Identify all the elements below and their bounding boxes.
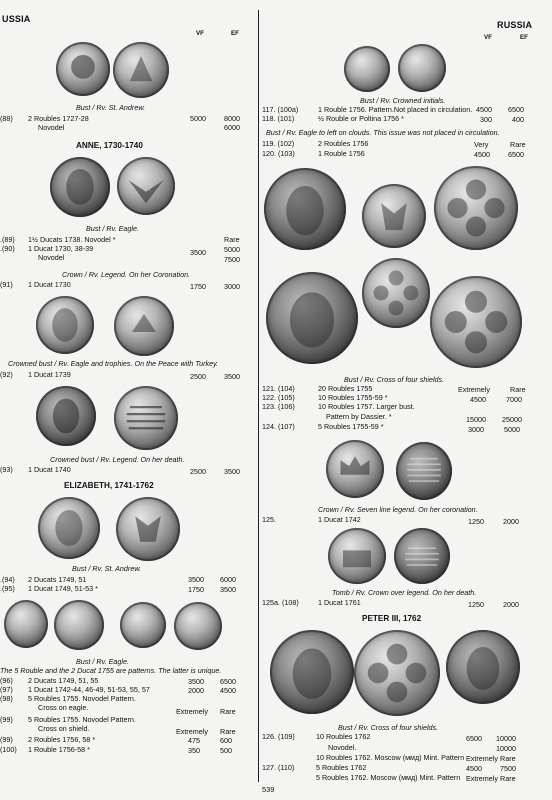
price-ef: 10000 — [496, 734, 516, 743]
catalog-number: (98) — [0, 694, 13, 703]
price-vf: 300 — [480, 115, 492, 124]
coin-image-obverse — [344, 46, 390, 92]
coin-description: 1 Ducat 1742 — [318, 515, 361, 524]
coin-description: 5 Roubles 1762 — [316, 763, 367, 772]
price-ef: Rare — [510, 140, 526, 149]
catalog-number: 125a. (108) — [262, 598, 299, 607]
price-ef: 6500 — [508, 105, 524, 114]
coin-description: 5 Roubles 1755-59 * — [318, 422, 384, 431]
coin-image-obverse — [38, 497, 100, 559]
coin-description: 10 Roubles 1757. Larger bust. — [318, 402, 415, 411]
price-vf: 2500 — [190, 372, 206, 381]
price-vf: 1750 — [190, 282, 206, 291]
coin-image-reverse — [116, 497, 180, 561]
price-vf: 4500 — [466, 764, 482, 773]
price-vf: 3500 — [188, 575, 204, 584]
coin-image-obverse — [266, 272, 358, 364]
catalog-number: (99) — [0, 735, 13, 744]
coin-image-obverse — [326, 440, 384, 498]
price-ef: Rare — [220, 727, 236, 736]
caption: Bust / Rv. Crowned initials. — [360, 96, 446, 105]
coin-description: 1 Rouble 1756 — [318, 149, 365, 158]
left-grade-vf: VF — [196, 30, 204, 37]
catalog-number: 120. (103) — [262, 149, 295, 158]
coin-image-reverse — [362, 184, 426, 248]
price-ef: Rare — [224, 235, 240, 244]
price-ef: 10000 — [496, 744, 516, 753]
left-running-header: USSIA — [2, 14, 31, 24]
coin-description: 1½ Ducats 1738. Novodel * — [28, 235, 116, 244]
price-vf: 3500 — [190, 248, 206, 257]
coin-description: 1 Ducat 1730 — [28, 280, 71, 289]
caption: Bust / Rv. St. Andrew. — [72, 564, 142, 573]
price-ef: 7500 — [500, 764, 516, 773]
coin-description: Novodel. — [328, 743, 357, 752]
coin-image-obverse — [50, 157, 110, 217]
price-vf: 475 — [188, 736, 200, 745]
caption: Bust / Rv. Eagle to left on clouds. This issue was not placed in circulation. — [266, 128, 500, 137]
price-ef: 3500 — [224, 467, 240, 476]
price-vf: 5000 — [190, 114, 206, 123]
coin-image-reverse — [174, 602, 222, 650]
price-ef: 3000 — [224, 282, 240, 291]
catalog-number: 117. (100a) — [262, 105, 299, 114]
coin-description: 1 Ducat 1739 — [28, 370, 71, 379]
coin-description: 5 Roubles 1762. Moscow (ммд) Mint. Pattern — [316, 773, 461, 782]
coin-description: 1 Ducat 1740 — [28, 465, 71, 474]
coin-description: 1 Ducat 1742-44, 46-49, 51-53, 55, 57 — [28, 685, 150, 694]
price-ef: Rare — [500, 774, 516, 783]
price-ef: 3500 — [220, 585, 236, 594]
section-heading: ANNE, 1730-1740 — [76, 141, 143, 150]
coin-description: 1 Rouble 1756-58 * — [28, 745, 90, 754]
price-ef: 6500 — [508, 150, 524, 159]
coin-description: 5 Roubles 1755. Novodel Pattern. — [28, 694, 136, 703]
caption: Bust / Rv. Eagle. — [86, 224, 139, 233]
caption: Crowned bust / Rv. Legend. On her death. — [50, 455, 185, 464]
price-vf: 2500 — [190, 467, 206, 476]
catalog-number: 119. (102) — [262, 139, 295, 148]
price-ef: 6500 — [220, 677, 236, 686]
catalog-number: (93) — [0, 465, 13, 474]
coin-description: 1 Ducat 1761 — [318, 598, 361, 607]
coin-image-obverse — [56, 42, 110, 96]
coin-image-reverse — [114, 296, 174, 356]
coin-image-reverse — [394, 528, 450, 584]
catalog-number: .(89) — [0, 235, 15, 244]
caption: Bust / Rv. Cross of four shields. — [344, 375, 445, 384]
coin-description: Cross on eagle. — [38, 703, 89, 712]
caption: Crown / Rv. Legend. On her Coronation. — [62, 270, 191, 279]
coin-description: 2 Roubles 1756, 58 * — [28, 735, 96, 744]
price-vf: 15000 — [466, 415, 486, 424]
caption: Bust / Rv. St. Andrew. — [76, 103, 146, 112]
price-vf: 4500 — [476, 105, 492, 114]
right-grade-ef: EF — [520, 34, 528, 41]
price-ef: 3500 — [224, 372, 240, 381]
coin-description: Cross on shield. — [38, 724, 90, 733]
right-grade-vf: VF — [484, 34, 492, 41]
coin-description: 2 Roubles 1727-28 — [28, 114, 89, 123]
price-vf: 4500 — [474, 150, 490, 159]
coin-image-obverse — [264, 168, 346, 250]
coin-image-reverse — [114, 386, 178, 450]
catalog-number: .(90) — [0, 244, 15, 253]
price-ef: 4500 — [220, 686, 236, 695]
catalog-number: (92) — [0, 370, 13, 379]
catalog-number: 127. (110) — [262, 763, 295, 772]
price-ef: 7500 — [224, 255, 240, 264]
coin-description: 2 Ducats 1749, 51, 55 — [28, 676, 99, 685]
right-running-header: RUSSIA — [497, 20, 533, 30]
coin-description: 1 Rouble 1756. Pattern.Not placed in circulation. — [318, 105, 473, 114]
price-ef: 8000 — [224, 114, 240, 123]
catalog-number: (100) — [0, 745, 17, 754]
caption: Bust / Rv. Cross of four shields. — [338, 723, 439, 732]
price-vf: Extremely — [458, 385, 490, 394]
coin-description: 10 Roubles 1762 — [316, 732, 371, 741]
price-ef: 5000 — [224, 245, 240, 254]
price-ef: 600 — [220, 736, 232, 745]
coin-image-reverse — [54, 600, 104, 650]
coin-image-reverse — [362, 258, 430, 328]
caption: Crowned bust / Rv. Eagle and trophies. On the Peace with Turkey. — [8, 359, 219, 368]
coin-image-reverse — [396, 442, 452, 500]
coin-description: Pattern by Dassier. * — [326, 412, 392, 421]
catalog-number: 124. (107) — [262, 422, 295, 431]
coin-description: ½ Rouble or Poltina 1756 * — [318, 114, 404, 123]
price-vf: 1250 — [468, 517, 484, 526]
coin-image-obverse — [328, 528, 386, 584]
coin-description: Novodel — [38, 253, 65, 262]
coin-description: 1 Ducat 1730, 38-39 — [28, 244, 94, 253]
catalog-number: 126. (109) — [262, 732, 295, 741]
price-ef: 500 — [220, 746, 232, 755]
catalog-number: 123. (106) — [262, 402, 295, 411]
coin-image-reverse — [430, 276, 522, 368]
coin-image-reverse — [354, 630, 440, 716]
catalog-number: (91) — [0, 280, 13, 289]
price-ef: Rare — [220, 707, 236, 716]
caption: Tomb / Rv. Crown over legend. On her death. — [332, 588, 477, 597]
price-ef: 6000 — [220, 575, 236, 584]
left-grade-ef: EF — [231, 30, 239, 37]
price-vf: 6500 — [466, 734, 482, 743]
price-ef: 5000 — [504, 425, 520, 434]
coin-image-obverse — [120, 602, 166, 648]
price-ef: Rare — [510, 385, 526, 394]
catalog-number: 121. (104) — [262, 384, 295, 393]
pattern-note: The 5 Rouble and the 2 Ducat 1755 are patterns. The latter is unique. — [0, 666, 222, 675]
price-vf: 1750 — [188, 585, 204, 594]
coin-description: 5 Roubles 1755. Novodel Pattern. — [28, 715, 136, 724]
price-ef: 25000 — [502, 415, 522, 424]
coin-image-obverse — [4, 600, 48, 648]
coin-image-reverse — [398, 44, 446, 92]
catalog-number: (97) — [0, 685, 13, 694]
price-vf: 3500 — [188, 677, 204, 686]
price-ef: 6000 — [224, 123, 240, 132]
price-vf: 4500 — [470, 395, 486, 404]
coin-image-reverse — [434, 166, 518, 250]
price-vf: 2000 — [188, 686, 204, 695]
coin-description: Novodel — [38, 123, 65, 132]
coin-image-obverse — [446, 630, 520, 704]
catalog-number: 125. — [262, 515, 276, 524]
price-vf: 3000 — [468, 425, 484, 434]
caption: Crown / Rv. Seven line legend. On her coronation. — [318, 505, 478, 514]
price-vf: Extremely — [176, 727, 208, 736]
catalog-number: 118. (101) — [262, 114, 295, 123]
price-ef: 2000 — [503, 517, 519, 526]
price-ef: 400 — [512, 115, 524, 124]
price-vf: Extremely — [466, 774, 498, 783]
section-heading: ELIZABETH, 1741-1762 — [64, 481, 154, 490]
coin-description: 1 Ducat 1749, 51-53 * — [28, 584, 98, 593]
price-ef: 7000 — [506, 395, 522, 404]
coin-description: 10 Roubles 1762. Moscow (ммд) Mint. Pattern — [316, 753, 465, 762]
coin-description: 20 Roubles 1755 — [318, 384, 373, 393]
column-divider — [258, 10, 259, 782]
price-ef: 2000 — [503, 600, 519, 609]
price-vf: Extremely — [176, 707, 208, 716]
price-ef: Rare — [500, 754, 516, 763]
catalog-number: .(94) — [0, 575, 15, 584]
coin-description: 10 Roubles 1755-59 * — [318, 393, 388, 402]
page-number: 539 — [262, 785, 275, 794]
caption: Bust / Rv. Eagle. — [76, 657, 129, 666]
catalog-number: .(95) — [0, 584, 15, 593]
coin-image-reverse — [113, 42, 169, 98]
catalog-number: (99) — [0, 715, 13, 724]
coin-image-reverse — [117, 157, 175, 215]
coin-image-obverse — [36, 386, 96, 446]
price-vf: 350 — [188, 746, 200, 755]
coin-description: 2 Ducats 1749, 51 — [28, 575, 87, 584]
coin-image-obverse — [270, 630, 354, 714]
catalog-number: 122. (105) — [262, 393, 295, 402]
catalog-number: (88) — [0, 114, 13, 123]
coin-image-obverse — [36, 296, 94, 354]
coin-description: 2 Roubles 1756 — [318, 139, 369, 148]
catalog-number: (96) — [0, 676, 13, 685]
price-vf: 1250 — [468, 600, 484, 609]
section-heading: PETER III, 1762 — [362, 614, 422, 623]
price-vf: Very — [474, 140, 489, 149]
price-vf: Extremely — [466, 754, 498, 763]
